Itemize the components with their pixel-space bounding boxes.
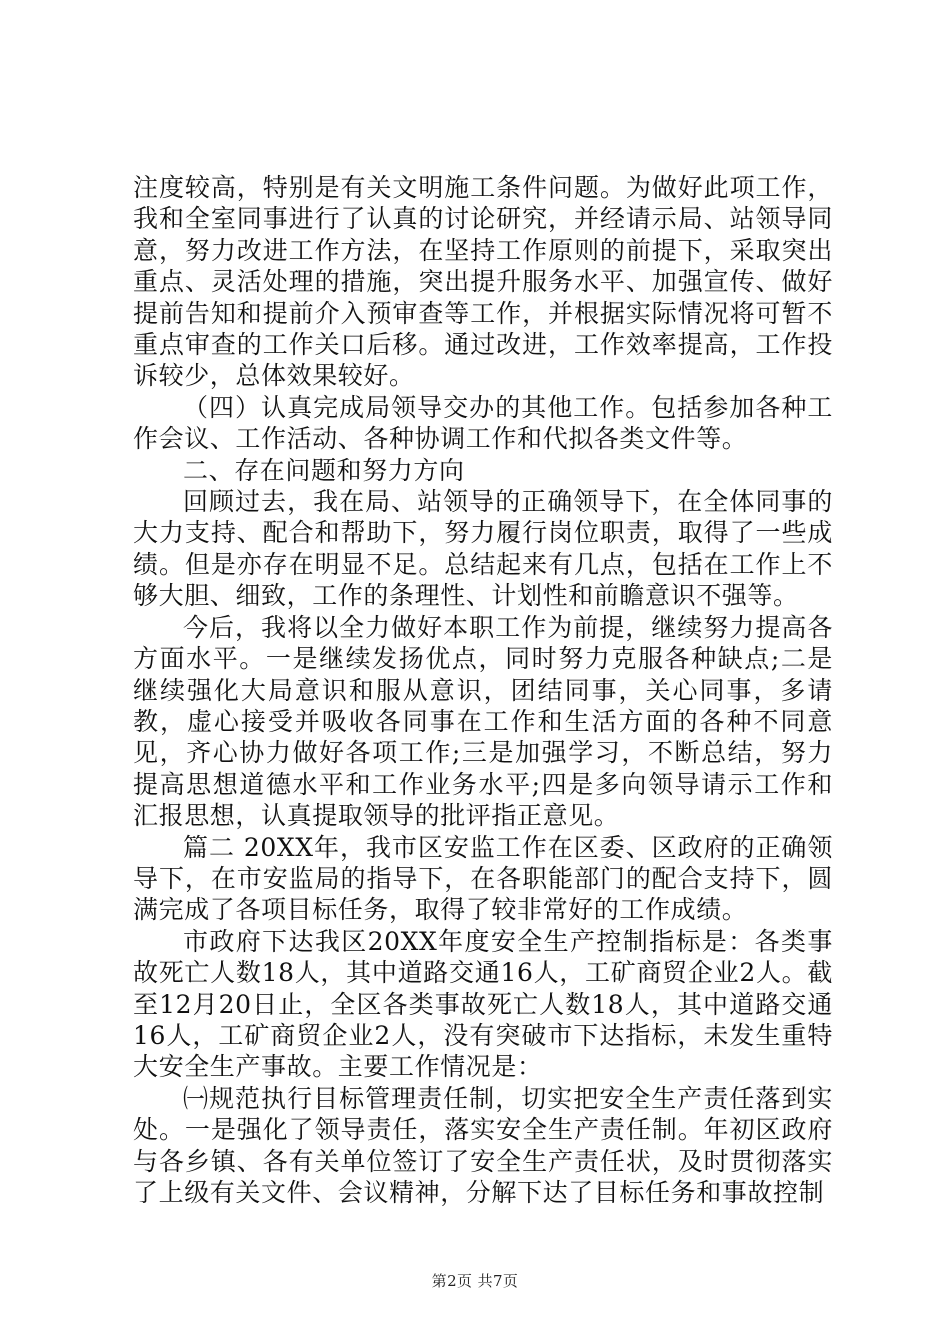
page-number-footer: 第2页 共7页 bbox=[431, 1272, 519, 1290]
section-heading-problems: 二、存在问题和努力方向 bbox=[183, 455, 465, 485]
paragraph-responsibility-system: ㈠规范执行目标管理责任制，切实把安全生产责任落到实处。一是强化了领导责任，落实安全生产责任制。年初区政府与各乡镇、各有关单位签订了安全生产责任状，及时贯彻落实了上级有关文件、会议精神，分解下达了目标任务和事故控制 bbox=[133, 1083, 833, 1207]
paragraph-future-plan: 今后，我将以全力做好本职工作为前提，继续努力提高各方面水平。一是继续发扬优点，同时努力克服各种缺点;二是继续强化大局意识和服从意识，团结同事，关心同事，多请教，虚心接受并吸收各同事在工作和生活方面的各种不同意见，齐心协力做好各项工作;三是加强学习，不断总结，努力提高思想道德水平和工作业务水平;四是多向领导请示工作和汇报思想，认真提取领导的批评指正意见。 bbox=[133, 612, 833, 831]
paragraph-other-work: （四）认真完成局领导交办的其他工作。包括参加各种工作会议、工作活动、各种协调工作和代拟各类文件等。 bbox=[133, 392, 833, 454]
paragraph-continuation: 注度较高，特别是有关文明施工条件问题。为做好此项工作，我和全室同事进行了认真的讨论研究，并经请示局、站领导同意，努力改进工作方法，在坚持工作原则的前提下，采取突出重点、灵活处理的措施，突出提升服务水平、加强宣传、做好提前告知和提前介入预审查等工作，并根据实际情况将可暂不重点审查的工作关口后移。通过改进，工作效率提高，工作投诉较少，总体效果较好。 bbox=[133, 173, 833, 391]
paragraph-part-two-intro: 篇二 20XX年，我市区安监工作在区委、区政府的正确领导下，在市安监局的指导下，在各职能部门的配合支持下，圆满完成了各项目标任务，取得了较非常好的工作成绩。 bbox=[133, 832, 833, 925]
paragraph-review: 回顾过去，我在局、站领导的正确领导下，在全体同事的大力支持、配合和帮助下，努力履行岗位职责，取得了一些成绩。但是亦存在明显不足。总结起来有几点，包括在工作上不够大胆、细致，工作的条理性、计划性和前瞻意识不强等。 bbox=[133, 487, 833, 611]
paragraph-safety-indicators: 市政府下达我区20XX年度安全生产控制指标是：各类事故死亡人数18人，其中道路交通16人，工矿商贸企业2人。截至12月20日止，全区各类事故死亡人数18人，其中道路交通16人，工矿商贸企业2人，没有突破市下达指标，未发生重特大安全生产事故。主要工作情况是： bbox=[133, 926, 833, 1082]
document-body bbox=[133, 172, 833, 1208]
